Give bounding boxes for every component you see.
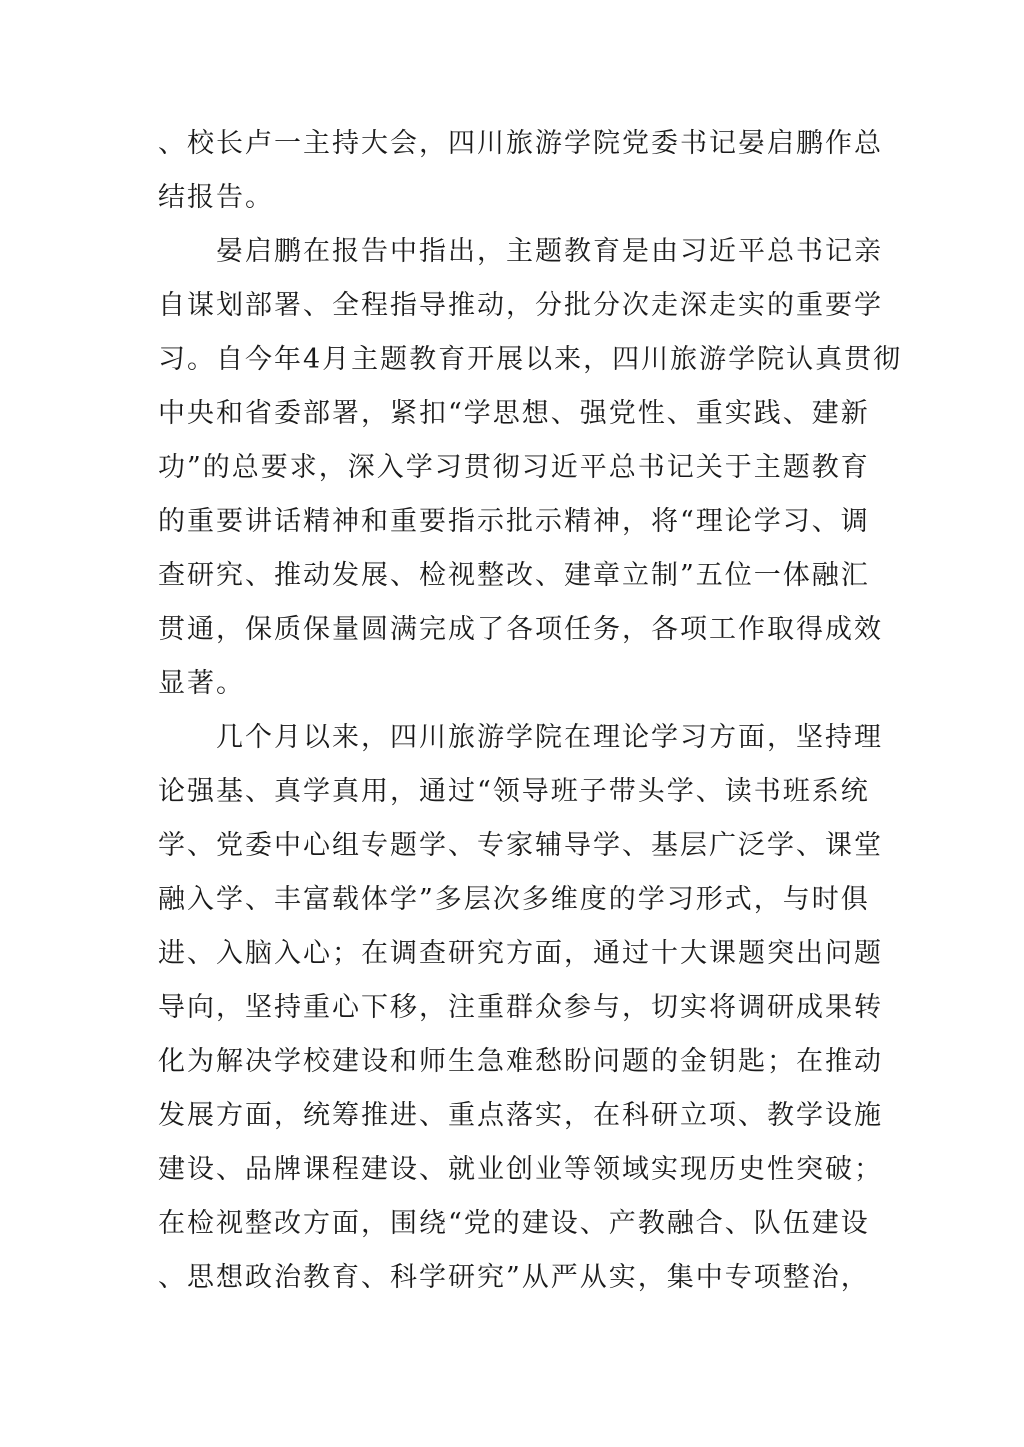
paragraph-2-line-7: 查研究、推动发展、检视整改、建章立制”五位一体融汇 [158,560,870,591]
paragraph-2-line-2: 自谋划部署、全程指导推动，分批分次走深走实的重要学 [158,290,883,321]
document-body [158,117,903,1305]
paragraph-3-line-3: 学、党委中心组专题学、专家辅导学、基层广泛学、课堂 [158,830,883,861]
paragraph-3-line-9: 建设、品牌课程建设、就业创业等领域实现历史性突破； [158,1154,883,1185]
paragraph-2-line-8: 贯通，保质保量圆满完成了各项任务，各项工作取得成效 [158,614,883,645]
paragraph-1-line-1: 、校长卢一主持大会，四川旅游学院党委书记晏启鹏作总 [158,128,883,159]
paragraph-3-line-4: 融入学、丰富载体学”多层次多维度的学习形式，与时俱 [158,884,870,915]
paragraph-2-line-6: 的重要讲话精神和重要指示批示精神，将“理论学习、调 [158,506,870,537]
paragraph-2-line-3: 习。自今年4月主题教育开展以来，四川旅游学院认真贯彻 [158,344,903,375]
paragraph-2-line-9: 显著。 [158,668,245,699]
paragraph-3-line-8: 发展方面，统筹推进、重点落实，在科研立项、教学设施 [158,1100,883,1131]
paragraph-3-line-10: 在检视整改方面，围绕“党的建设、产教融合、队伍建设 [158,1208,870,1239]
paragraph-3-line-2: 论强基、真学真用，通过“领导班子带头学、读书班系统 [158,776,870,807]
paragraph-2-line-4: 中央和省委部署，紧扣“学思想、强党性、重实践、建新 [158,398,870,429]
paragraph-3-line-6: 导向，坚持重心下移，注重群众参与，切实将调研成果转 [158,992,883,1023]
paragraph-2-line-5: 功”的总要求，深入学习贯彻习近平总书记关于主题教育 [158,452,870,483]
paragraph-3-line-1: 几个月以来，四川旅游学院在理论学习方面，坚持理 [216,722,883,753]
paragraph-3-line-11: 、思想政治教育、科学研究”从严从实，集中专项整治， [158,1262,870,1293]
paragraph-1-line-2: 结报告。 [158,182,274,213]
paragraph-3-line-7: 化为解决学校建设和师生急难愁盼问题的金钥匙；在推动 [158,1046,883,1077]
paragraph-3-line-5: 进、入脑入心；在调查研究方面，通过十大课题突出问题 [158,938,883,969]
paragraph-2-line-1: 晏启鹏在报告中指出，主题教育是由习近平总书记亲 [216,236,883,267]
